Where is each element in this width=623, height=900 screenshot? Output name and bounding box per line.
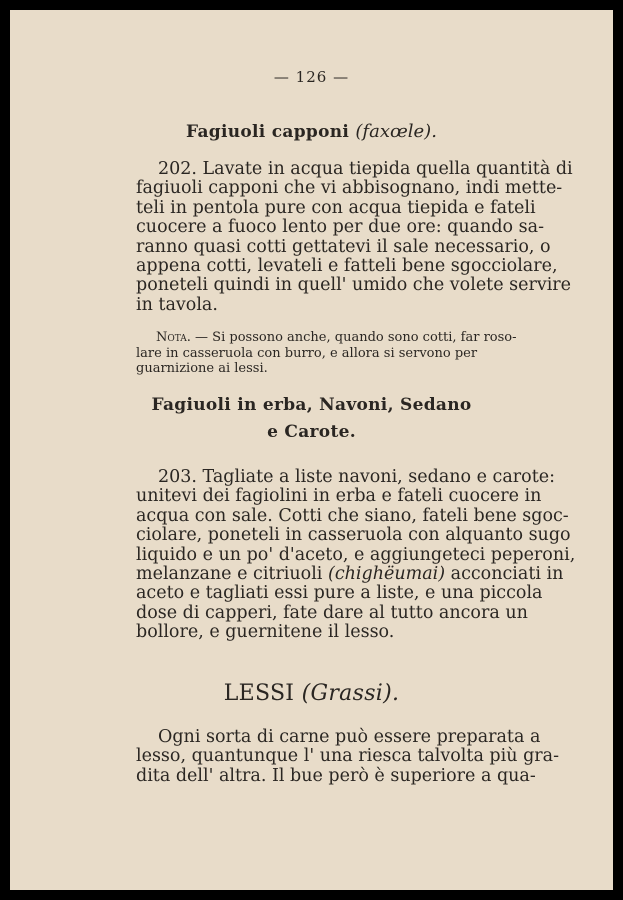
text-line: ranno quasi cotti gettatevi il sale necessario, o xyxy=(136,236,551,257)
text-line: dita dell' altra. Il bue però è superiore a qua- xyxy=(136,765,536,786)
text-line: 202. Lavate in acqua tiepida quella quantità di xyxy=(158,159,573,179)
note-line: guarnizione ai lessi. xyxy=(136,361,268,376)
note-line xyxy=(136,330,576,346)
text-line: ciolare, poneteli in casseruola con alquanto sugo xyxy=(136,525,571,546)
section-heading-fagiuoli-in-erba: Fagiuoli in erba, Navoni, Sedano xyxy=(151,395,472,415)
text-line: in tavola. xyxy=(136,294,218,315)
recipe-203-text xyxy=(136,468,576,643)
text-line: cuocere a fuoco lento per due ore: quando sa- xyxy=(136,217,544,238)
text-line: fagiuoli capponi che vi abbisognano, indi mette- xyxy=(136,178,563,199)
note-line: lare in casseruola con burro, e allora si servono per xyxy=(136,345,478,361)
dialect-term: (chighëumai) xyxy=(328,564,446,585)
book-page xyxy=(10,10,613,890)
section-heading-lessi xyxy=(10,681,613,706)
text-line: bollore, e guernitene il lesso. xyxy=(136,622,395,643)
text-line: dose di capperi, fate dare al tutto ancora un xyxy=(136,602,528,623)
text-line: liquido e un po' d'aceto, e aggiungeteci peperoni, xyxy=(136,544,576,565)
text-line: aceto e tagliati essi pure a liste, e una piccola xyxy=(136,583,543,604)
recipe-202-note xyxy=(136,330,576,377)
text-line: lesso, quantunque l' una riesca talvolta più gra- xyxy=(136,746,559,767)
text-fragment: acconciati in xyxy=(450,564,564,585)
section-heading-fagiuoli-in-erba-line2: e Carote. xyxy=(267,422,356,442)
recipe-202-text xyxy=(136,160,576,315)
lessi-text xyxy=(136,728,576,786)
text-fragment: melanzane e citriuoli xyxy=(136,564,323,585)
heading-subtitle: (Grassi). xyxy=(301,681,400,706)
text-line: teli in pentola pure con acqua tiepida e fateli xyxy=(136,197,536,218)
text-line: 203. Tagliate a liste navoni, sedano e carote: xyxy=(158,467,555,487)
text-line: Ogni sorta di carne può essere preparata a xyxy=(158,727,541,747)
section-heading-fagiuoli-capponi xyxy=(10,121,613,142)
text-line: acqua con sale. Cotti che siano, fateli bene sgoc- xyxy=(136,505,569,526)
heading-title: Fagiuoli capponi xyxy=(186,122,350,142)
note-label: Nota. xyxy=(156,330,191,345)
text-line: poneteli quindi in quell' umido che volete servire xyxy=(136,275,572,296)
text-line xyxy=(136,565,576,584)
note-text: — Si possono anche, quando sono cotti, far roso- xyxy=(195,330,517,345)
heading-title: LESSI xyxy=(223,681,295,706)
text-line: unitevi dei fagiolini in erba e fateli cuocere in xyxy=(136,486,542,507)
heading-dialect-name: (faxœle). xyxy=(355,121,437,142)
text-line: appena cotti, levateli e fatteli bene sgocciolare, xyxy=(136,256,558,277)
page-number: — 126 — xyxy=(273,68,350,86)
